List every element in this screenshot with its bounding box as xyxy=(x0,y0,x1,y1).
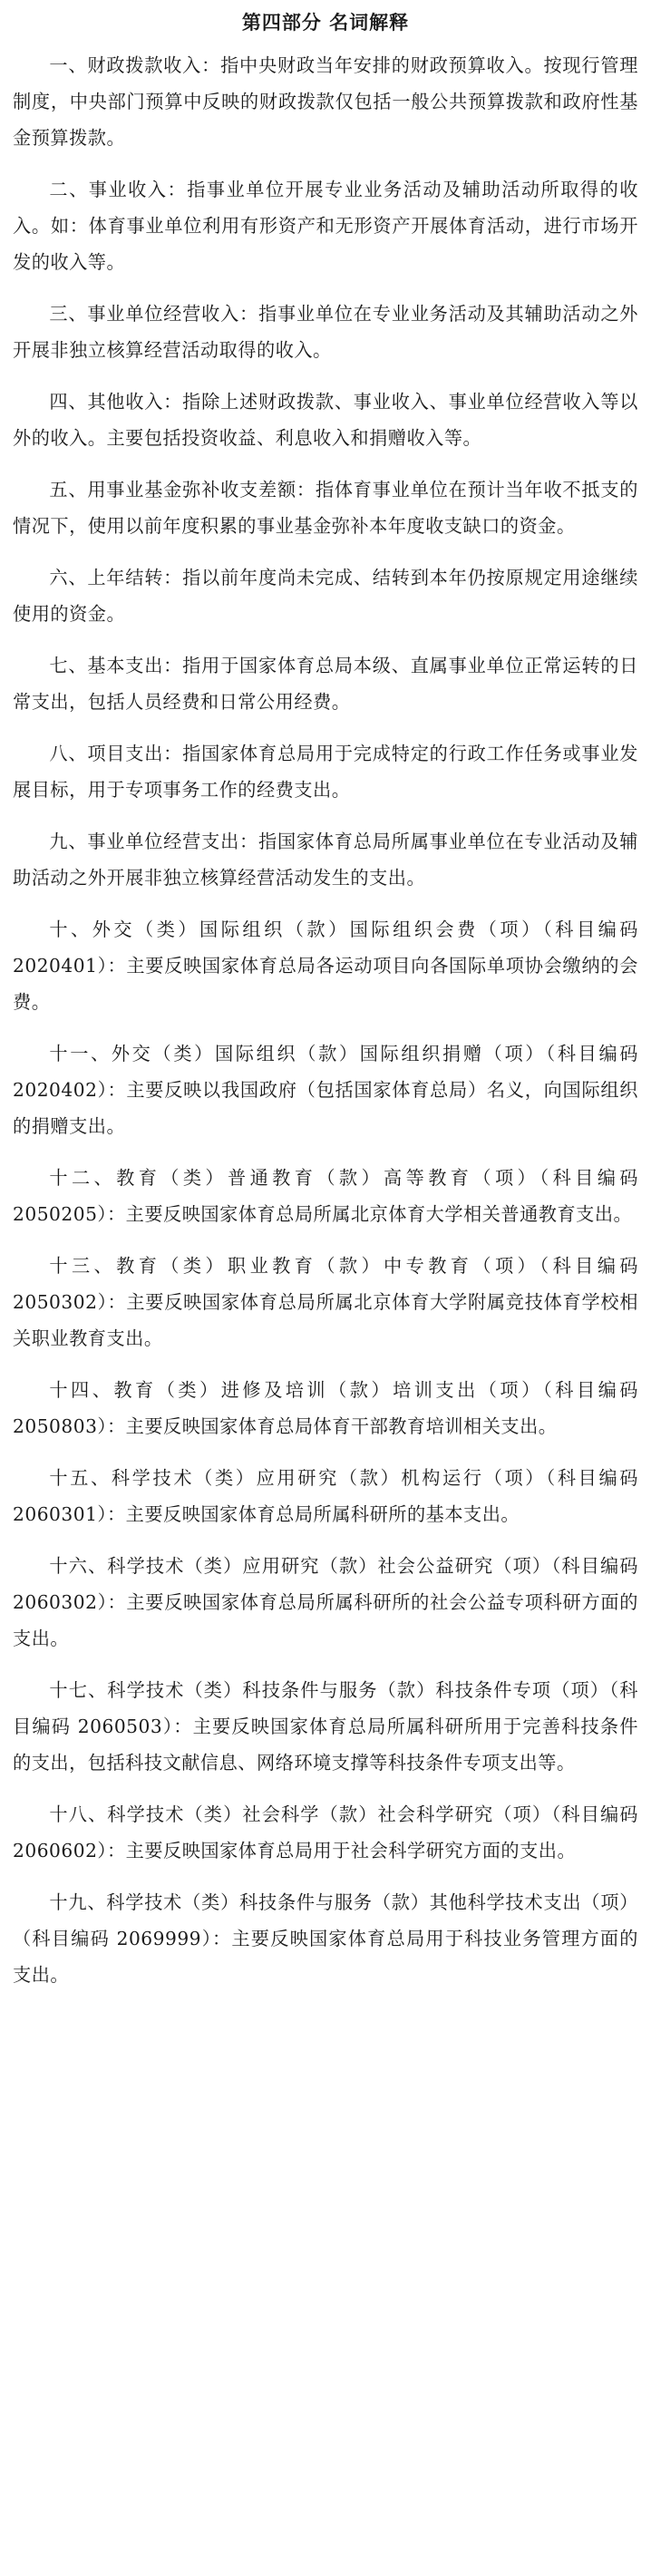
definition-paragraph: 一、财政拨款收入：指中央财政当年安排的财政预算收入。按现行管理制度，中央部门预算中反映的财政拨款仅包括一般公共预算拨款和政府性基金预算拨款。 xyxy=(13,54,638,149)
definition-paragraph: 六、上年结转：指以前年度尚未完成、结转到本年仍按原规定用途继续使用的资金。 xyxy=(13,567,638,625)
definition-paragraph: 七、基本支出：指用于国家体育总局本级、直属事业单位正常运转的日常支出，包括人员经费和日常公用经费。 xyxy=(13,655,638,713)
definition-paragraph: 十三、教育（类）职业教育（款）中专教育（项）（科目编码 2050302）：主要反映国家体育总局所属北京体育大学附属竞技体育学校相关职业教育支出。 xyxy=(13,1255,638,1349)
definition-paragraph: 五、用事业基金弥补收支差额：指体育事业单位在预计当年收不抵支的情况下，使用以前年度积累的事业基金弥补本年度收支缺口的资金。 xyxy=(13,479,638,537)
definition-paragraph: 十二、教育（类）普通教育（款）高等教育（项）（科目编码 2050205）：主要反映国家体育总局所属北京体育大学相关普通教育支出。 xyxy=(13,1167,638,1225)
definition-paragraph: 十八、科学技术（类）社会科学（款）社会科学研究（项）（科目编码 2060602）：主要反映国家体育总局用于社会科学研究方面的支出。 xyxy=(13,1803,638,1862)
definition-paragraph: 十一、外交（类）国际组织（款）国际组织捐赠（项）（科目编码 2020402）：主要反映以我国政府（包括国家体育总局）名义，向国际组织的捐赠支出。 xyxy=(13,1043,638,1137)
definition-paragraph: 四、其他收入：指除上述财政拨款、事业收入、事业单位经营收入等以外的收入。主要包括投资收益、利息收入和捐赠收入等。 xyxy=(13,391,638,449)
definition-paragraph: 十四、教育（类）进修及培训（款）培训支出（项）（科目编码 2050803）：主要反映国家体育总局体育干部教育培训相关支出。 xyxy=(13,1379,638,1437)
definition-paragraph: 八、项目支出：指国家体育总局用于完成特定的行政工作任务或事业发展目标，用于专项事务工作的经费支出。 xyxy=(13,743,638,801)
definition-paragraph: 二、事业收入：指事业单位开展专业业务活动及辅助活动所取得的收入。如：体育事业单位利用有形资产和无形资产开展体育活动，进行市场开发的收入等。 xyxy=(13,179,638,273)
definition-paragraph: 三、事业单位经营收入：指事业单位在专业业务活动及其辅助活动之外开展非独立核算经营活动取得的收入。 xyxy=(13,303,638,361)
definition-paragraph: 十九、科学技术（类）科技条件与服务（款）其他科学技术支出（项）（科目编码 2069999）：主要反映国家体育总局用于科技业务管理方面的支出。 xyxy=(13,1891,638,1986)
definition-paragraph: 十六、科学技术（类）应用研究（款）社会公益研究（项）（科目编码 2060302）：主要反映国家体育总局所属科研所的社会公益专项科研方面的支出。 xyxy=(13,1555,638,1649)
definition-paragraph: 十七、科学技术（类）科技条件与服务（款）科技条件专项（项）（科目编码 2060503）：主要反映国家体育总局所属科研所用于完善科技条件的支出，包括科技文献信息、网络环境支撑等科技条件专项支出等。 xyxy=(13,1679,638,1774)
definition-paragraph: 十五、科学技术（类）应用研究（款）机构运行（项）（科目编码 2060301）：主要反映国家体育总局所属科研所的基本支出。 xyxy=(13,1467,638,1525)
page-title: 第四部分 名词解释 xyxy=(241,12,410,34)
definition-paragraph: 九、事业单位经营支出：指国家体育总局所属事业单位在专业活动及辅助活动之外开展非独立核算经营活动发生的支出。 xyxy=(13,831,638,889)
definition-paragraph: 十、外交（类）国际组织（款）国际组织会费（项）（科目编码 2020401）：主要反映国家体育总局各运动项目向各国际单项协会缴纳的会费。 xyxy=(13,919,638,1013)
